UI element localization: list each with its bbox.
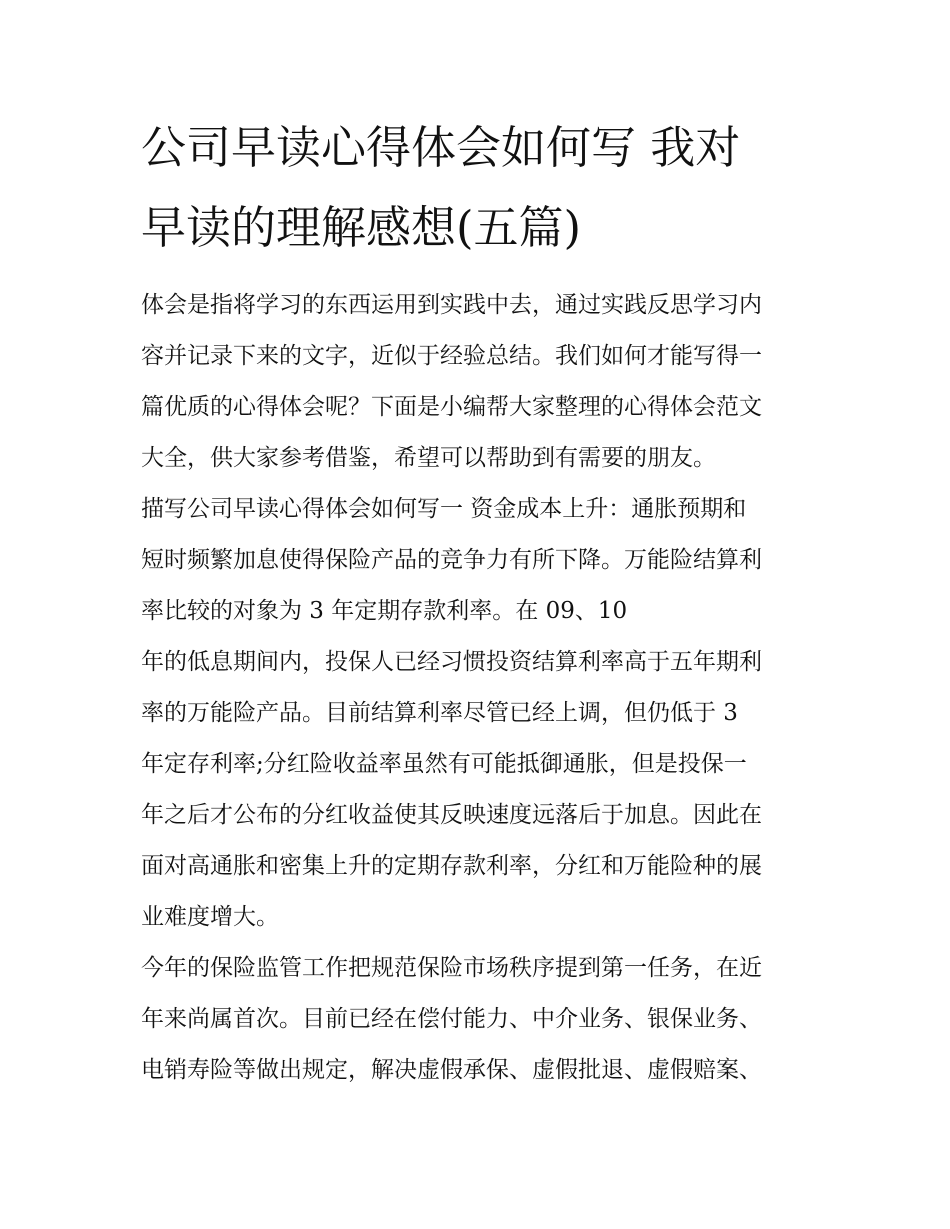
body-line: 今年的保险监管工作把规范保险市场秩序提到第一任务，在近 [141,955,762,981]
body-line: 面对高通胀和密集上升的定期存款利率，分红和万能险种的展 [141,853,762,879]
body-line: 年的低息期间内，投保人已经习惯投资结算利率高于五年期利 [141,649,762,675]
body-line: 篇优质的心得体会呢？下面是小编帮大家整理的心得体会范文 [141,394,762,420]
body-line: 大全，供大家参考借鉴，希望可以帮助到有需要的朋友。 [141,445,716,471]
body-line: 年来尚属首次。目前已经在偿付能力、中介业务、银保业务、 [141,1006,762,1032]
title-line: 公司早读心得体会如何写 我对 [141,121,741,174]
document-title [141,108,821,268]
body-line: 年之后才公布的分红收益使其反映速度远落后于加息。因此在 [141,802,762,828]
document-body [141,280,831,1096]
body-line: 业难度增大。 [141,904,279,930]
body-line: 短时频繁加息使得保险产品的竞争力有所下降。万能险结算利 [141,547,762,573]
body-line: 率比较的对象为 3 年定期存款利率。在 09、10 [141,598,628,624]
body-line: 体会是指将学习的东西运用到实践中去，通过实践反思学习内 [141,292,762,318]
title-line: 早读的理解感想(五篇) [141,201,582,254]
body-line: 率的万能险产品。目前结算利率尽管已经上调，但仍低于 3 [141,700,738,726]
body-line: 年定存利率;分红险收益率虽然有可能抵御通胀，但是投保一 [141,751,747,777]
body-line: 描写公司早读心得体会如何写一 资金成本上升：通胀预期和 [141,496,747,522]
body-line: 电销寿险等做出规定，解决虚假承保、虚假批退、虚假赔案、 [141,1057,762,1083]
body-line: 容并记录下来的文字，近似于经验总结。我们如何才能写得一 [141,343,762,369]
